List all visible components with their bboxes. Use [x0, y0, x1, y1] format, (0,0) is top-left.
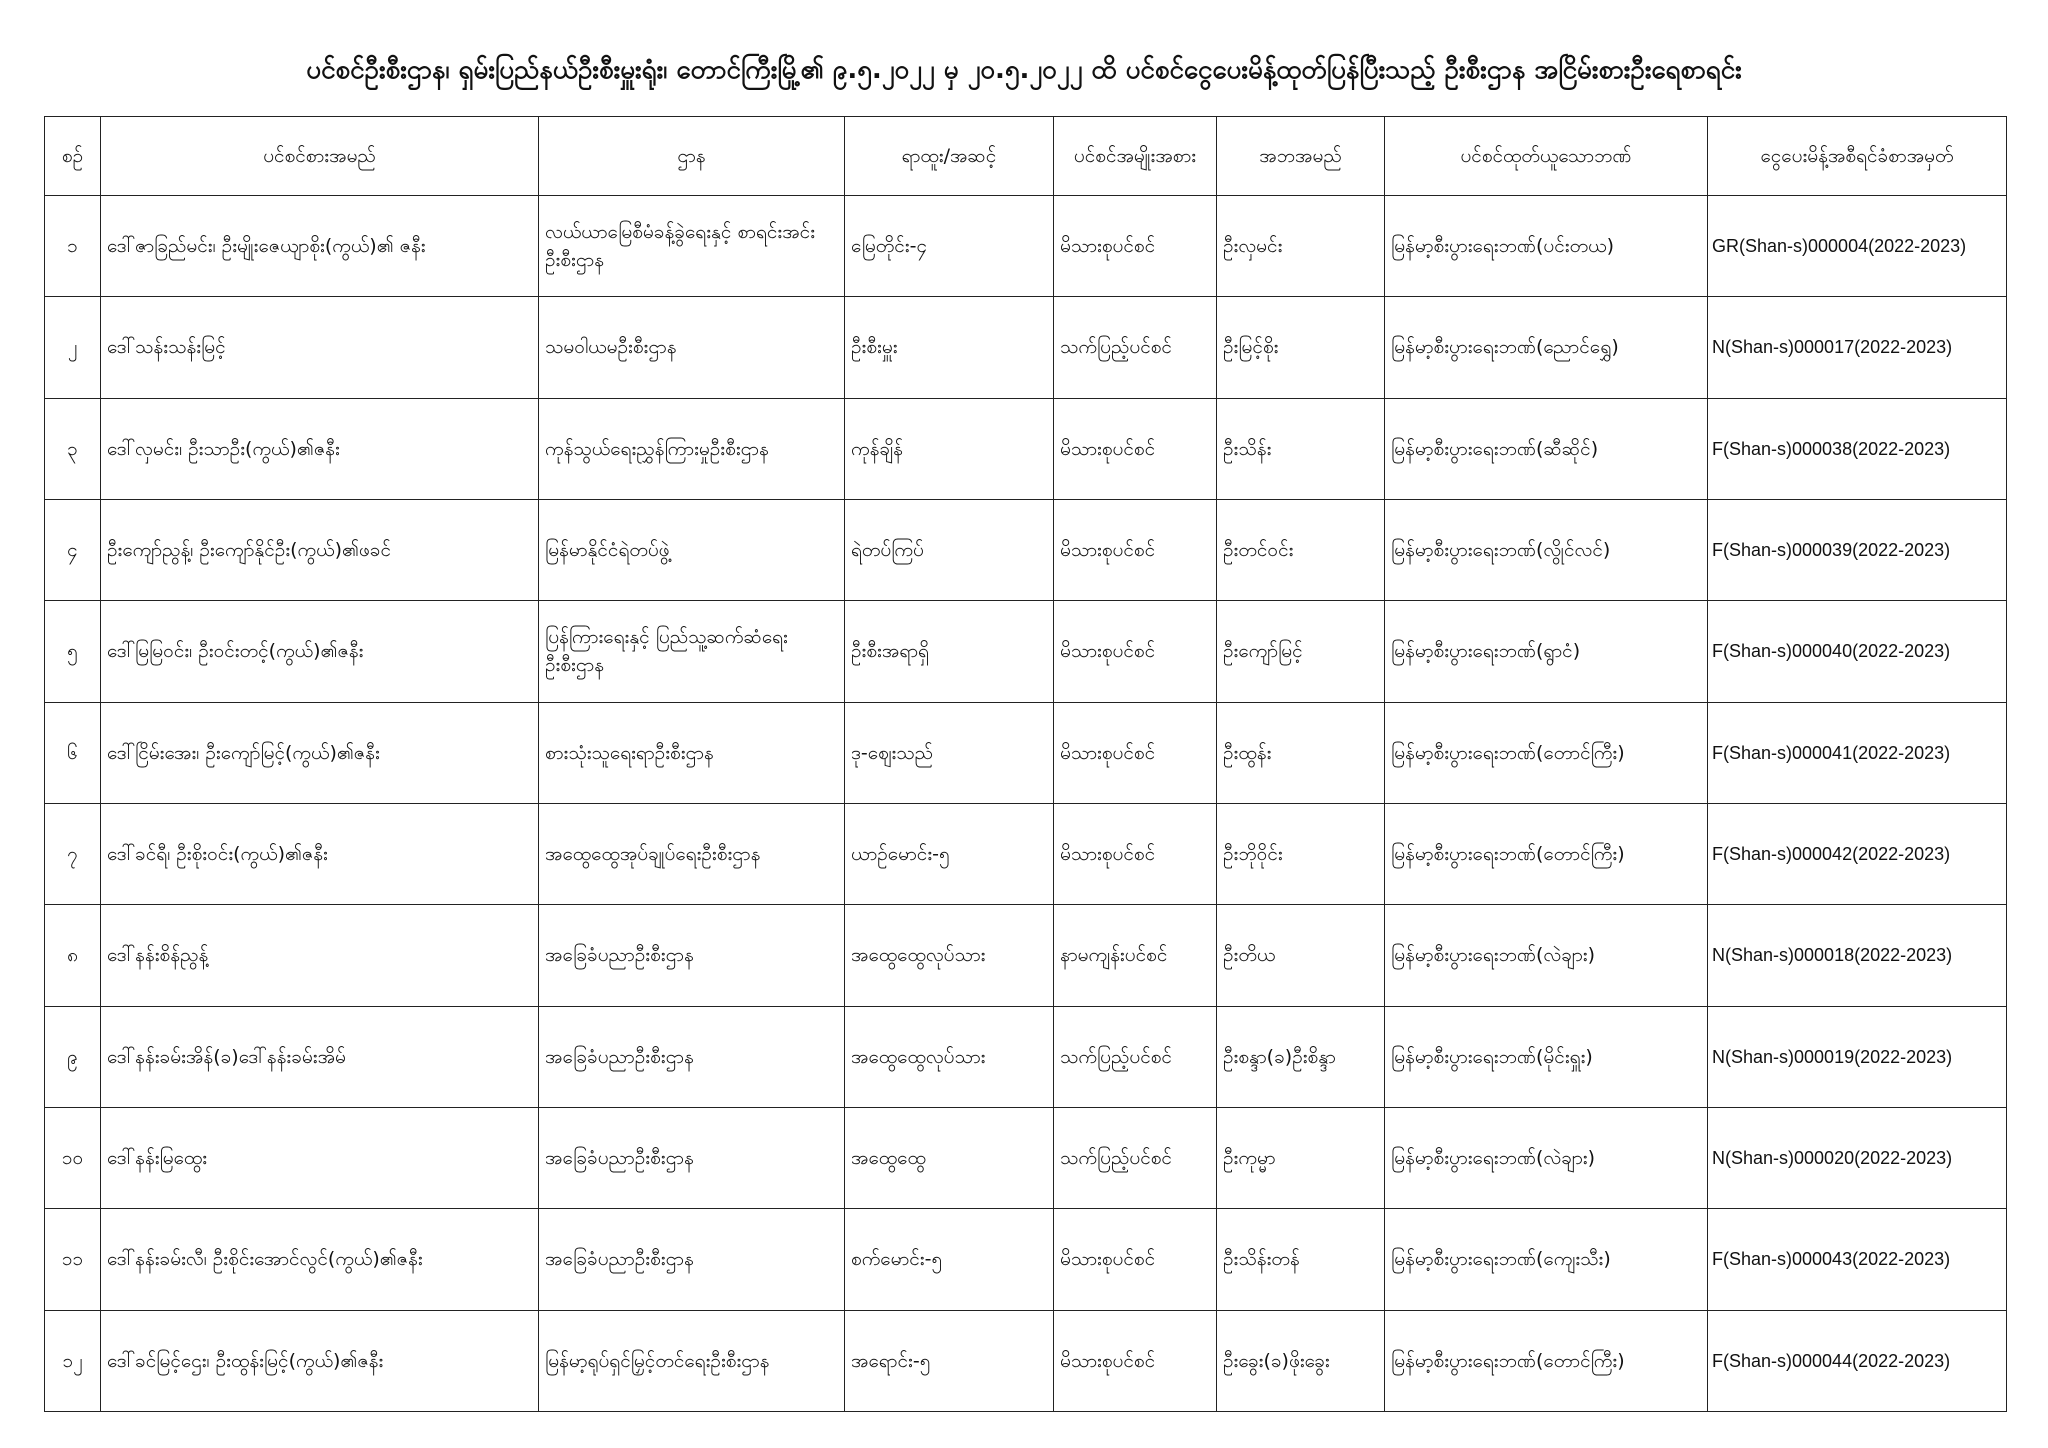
position-cell: စက်မောင်း-၅ — [845, 1209, 1054, 1310]
table-row — [45, 297, 2007, 398]
serial-cell: ၁၀ — [45, 1107, 101, 1208]
position-cell: အထွေထွေ — [845, 1107, 1054, 1208]
pension-type-cell: သက်ပြည့်ပင်စင် — [1054, 297, 1217, 398]
pensioner-name-cell: ဦးကျော်ညွန့်၊ ဦးကျော်နိုင်ဦး(ကွယ်)၏ဖခင် — [101, 499, 539, 600]
serial-cell: ၁ — [45, 196, 101, 297]
pensioner-name-cell: ဒေါ်ခင်မြင့်ဌေး၊ ဦးထွန်းမြင့်(ကွယ်)၏ဇနီး — [101, 1310, 539, 1411]
pensioner-name-cell: ဒေါ်ခင်ရီ၊ ဦးစိုးဝင်း(ကွယ်)၏ဇနီး — [101, 803, 539, 904]
bank-cell: မြန်မာ့စီးပွားရေးဘဏ်(လဲချား) — [1385, 905, 1708, 1006]
page-title: ပင်စင်ဦးစီးဌာန၊ ရှမ်းပြည်နယ်ဦးစီးမှူးရုံး၊ တောင်ကြီးမြို့၏ ၉.၅.၂၀၂၂ မှ ၂၀.၅.၂၀၂၂ ထိ ပင်စင်ငွေပေးမိန့်ထုတ်ပြန်ပြီးသည့် ဦးစီးဌာန အငြိမ်းစားဦးရေစာရင်း — [306, 55, 1742, 85]
bank-cell: မြန်မာ့စီးပွားရေးဘဏ်(ညောင်ရွှေ) — [1385, 297, 1708, 398]
position-cell: အရောင်း-၅ — [845, 1310, 1054, 1411]
department-cell: သမဝါယမဦးစီးဌာန — [539, 297, 845, 398]
position-cell: ဒု-ဈေးသည် — [845, 702, 1054, 803]
position-cell: ယာဉ်မောင်း-၅ — [845, 803, 1054, 904]
pension-type-cell: သက်ပြည့်ပင်စင် — [1054, 1006, 1217, 1107]
order-number-cell: F(Shan-s)000044(2022-2023) — [1708, 1310, 2007, 1411]
column-header-position: ရာထူး/အဆင့် — [845, 117, 1054, 196]
position-cell: ဦးစီးမှူး — [845, 297, 1054, 398]
serial-cell: ၆ — [45, 702, 101, 803]
department-cell: လယ်ယာမြေစီမံခန့်ခွဲရေးနှင့် စာရင်းအင်းဦးစီးဌာန — [539, 196, 845, 297]
order-number-cell: N(Shan-s)000018(2022-2023) — [1708, 905, 2007, 1006]
bank-cell: မြန်မာ့စီးပွားရေးဘဏ်(ပင်းတယ) — [1385, 196, 1708, 297]
pension-type-cell: မိသားစုပင်စင် — [1054, 1209, 1217, 1310]
pension-type-cell: မိသားစုပင်စင် — [1054, 398, 1217, 499]
position-cell: ကုန်ချိန် — [845, 398, 1054, 499]
pension-type-cell: မိသားစုပင်စင် — [1054, 702, 1217, 803]
department-cell: အထွေထွေအုပ်ချုပ်ရေးဦးစီးဌာန — [539, 803, 845, 904]
father-name-cell: ဦးသိန်း — [1217, 398, 1385, 499]
table-row — [45, 702, 2007, 803]
department-cell: ကုန်သွယ်ရေးညွှန်ကြားမှုဦးစီးဌာန — [539, 398, 845, 499]
column-header-father-name: အဘအမည် — [1217, 117, 1385, 196]
column-header-department: ဌာန — [539, 117, 845, 196]
column-header-pension-type: ပင်စင်အမျိုးအစား — [1054, 117, 1217, 196]
father-name-cell: ဦးဘိုဝိုင်း — [1217, 803, 1385, 904]
table-header-row — [45, 117, 2007, 196]
column-header-pensioner-name: ပင်စင်စားအမည် — [101, 117, 539, 196]
pension-type-cell: မိသားစုပင်စင် — [1054, 1310, 1217, 1411]
serial-cell: ၁၂ — [45, 1310, 101, 1411]
pensioner-name-cell: ဒေါ်ဇာခြည်မင်း၊ ဦးမျိုးဇေယျာစိုး(ကွယ်)၏ ဇနီး — [101, 196, 539, 297]
pensioner-name-cell: ဒေါ်မြမြဝင်း၊ ဦးဝင်းတင့်(ကွယ်)၏ဇနီး — [101, 601, 539, 702]
bank-cell: မြန်မာ့စီးပွားရေးဘဏ်(လဲချား) — [1385, 1107, 1708, 1208]
pensioner-name-cell: ဒေါ်သန်းသန်းမြင့် — [101, 297, 539, 398]
father-name-cell: ဦးထွန်း — [1217, 702, 1385, 803]
order-number-cell: F(Shan-s)000040(2022-2023) — [1708, 601, 2007, 702]
serial-cell: ၈ — [45, 905, 101, 1006]
pension-type-cell: မိသားစုပင်စင် — [1054, 196, 1217, 297]
pensioner-table — [44, 116, 2007, 1412]
department-cell: အခြေခံပညာဦးစီးဌာန — [539, 1209, 845, 1310]
table-row — [45, 905, 2007, 1006]
department-cell: မြန်မာနိုင်ငံရဲတပ်ဖွဲ့ — [539, 499, 845, 600]
pensioner-name-cell: ဒေါ်နန်းခမ်းလီ၊ ဦးစိုင်းအောင်လွင်(ကွယ်)၏ဇနီး — [101, 1209, 539, 1310]
father-name-cell: ဦးစန္ဒာ(ခ)ဦးစိန္ဒာ — [1217, 1006, 1385, 1107]
column-header-order-number: ငွေပေးမိန့်အစီရင်ခံစာအမှတ် — [1708, 117, 2007, 196]
father-name-cell: ဦးကုမ္မာ — [1217, 1107, 1385, 1208]
father-name-cell: ဦးမြင့်စိုး — [1217, 297, 1385, 398]
pensioner-name-cell: ဒေါ်နန်းခမ်းအိန်(ခ)ဒေါ်နန်းခမ်းအိမ် — [101, 1006, 539, 1107]
serial-cell: ၉ — [45, 1006, 101, 1107]
table-row — [45, 1310, 2007, 1411]
father-name-cell: ဦးလှမင်း — [1217, 196, 1385, 297]
serial-cell: ၄ — [45, 499, 101, 600]
column-header-serial: စဉ် — [45, 117, 101, 196]
bank-cell: မြန်မာ့စီးပွားရေးဘဏ်(တောင်ကြီး) — [1385, 1310, 1708, 1411]
father-name-cell: ဦးခွေး(ခ)ဖိုးခွေး — [1217, 1310, 1385, 1411]
pension-type-cell: သက်ပြည့်ပင်စင် — [1054, 1107, 1217, 1208]
pensioner-name-cell: ဒေါ်နန်းစိန်ညွန့် — [101, 905, 539, 1006]
table-row — [45, 1107, 2007, 1208]
department-cell: မြန်မာ့ရုပ်ရှင်မြှင့်တင်ရေးဦးစီးဌာန — [539, 1310, 845, 1411]
department-cell: အခြေခံပညာဦးစီးဌာန — [539, 1006, 845, 1107]
table-row — [45, 803, 2007, 904]
bank-cell: မြန်မာ့စီးပွားရေးဘဏ်(တောင်ကြီး) — [1385, 803, 1708, 904]
bank-cell: မြန်မာ့စီးပွားရေးဘဏ်(ဆီဆိုင်) — [1385, 398, 1708, 499]
table-row — [45, 398, 2007, 499]
bank-cell: မြန်မာ့စီးပွားရေးဘဏ်(မိုင်းရှူး) — [1385, 1006, 1708, 1107]
order-number-cell: F(Shan-s)000042(2022-2023) — [1708, 803, 2007, 904]
table-body — [45, 196, 2007, 1412]
bank-cell: မြန်မာ့စီးပွားရေးဘဏ်(ရွာငံ) — [1385, 601, 1708, 702]
pensioner-name-cell: ဒေါ်နန်းမြထွေး — [101, 1107, 539, 1208]
pension-type-cell: နာမကျန်းပင်စင် — [1054, 905, 1217, 1006]
table-row — [45, 1209, 2007, 1310]
bank-cell: မြန်မာ့စီးပွားရေးဘဏ်(လွိုင်လင်) — [1385, 499, 1708, 600]
department-cell: စားသုံးသူရေးရာဦးစီးဌာန — [539, 702, 845, 803]
department-cell: အခြေခံပညာဦးစီးဌာန — [539, 1107, 845, 1208]
table-row — [45, 1006, 2007, 1107]
father-name-cell: ဦးတင်ဝင်း — [1217, 499, 1385, 600]
position-cell: ဦးစီးအရာရှိ — [845, 601, 1054, 702]
bank-cell: မြန်မာ့စီးပွားရေးဘဏ်(ကျေးသီး) — [1385, 1209, 1708, 1310]
order-number-cell: F(Shan-s)000039(2022-2023) — [1708, 499, 2007, 600]
pensioner-name-cell: ဒေါ်ငြိမ်းအေး၊ ဦးကျော်မြင့်(ကွယ်)၏ဇနီး — [101, 702, 539, 803]
department-cell: ပြန်ကြားရေးနှင့် ပြည်သူ့ဆက်ဆံရေးဦးစီးဌာန — [539, 601, 845, 702]
order-number-cell: F(Shan-s)000043(2022-2023) — [1708, 1209, 2007, 1310]
serial-cell: ၂ — [45, 297, 101, 398]
table-row — [45, 601, 2007, 702]
order-number-cell: F(Shan-s)000038(2022-2023) — [1708, 398, 2007, 499]
order-number-cell: F(Shan-s)000041(2022-2023) — [1708, 702, 2007, 803]
serial-cell: ၇ — [45, 803, 101, 904]
order-number-cell: N(Shan-s)000017(2022-2023) — [1708, 297, 2007, 398]
pension-type-cell: မိသားစုပင်စင် — [1054, 803, 1217, 904]
father-name-cell: ဦးသိန်းတန် — [1217, 1209, 1385, 1310]
position-cell: မြေတိုင်း-၄ — [845, 196, 1054, 297]
bank-cell: မြန်မာ့စီးပွားရေးဘဏ်(တောင်ကြီး) — [1385, 702, 1708, 803]
serial-cell: ၁၁ — [45, 1209, 101, 1310]
column-header-bank: ပင်စင်ထုတ်ယူသောဘဏ် — [1385, 117, 1708, 196]
position-cell: ရဲတပ်ကြပ် — [845, 499, 1054, 600]
serial-cell: ၅ — [45, 601, 101, 702]
pension-type-cell: မိသားစုပင်စင် — [1054, 499, 1217, 600]
department-cell: အခြေခံပညာဦးစီးဌာန — [539, 905, 845, 1006]
position-cell: အထွေထွေလုပ်သား — [845, 1006, 1054, 1107]
table-row — [45, 196, 2007, 297]
father-name-cell: ဦးတိယ — [1217, 905, 1385, 1006]
order-number-cell: GR(Shan-s)000004(2022-2023) — [1708, 196, 2007, 297]
order-number-cell: N(Shan-s)000020(2022-2023) — [1708, 1107, 2007, 1208]
table-row — [45, 499, 2007, 600]
father-name-cell: ဦးကျော်မြင့် — [1217, 601, 1385, 702]
pension-type-cell: မိသားစုပင်စင် — [1054, 601, 1217, 702]
serial-cell: ၃ — [45, 398, 101, 499]
order-number-cell: N(Shan-s)000019(2022-2023) — [1708, 1006, 2007, 1107]
position-cell: အထွေထွေလုပ်သား — [845, 905, 1054, 1006]
pensioner-name-cell: ဒေါ်လှမင်း၊ ဦးသာဦး(ကွယ်)၏ဇနီး — [101, 398, 539, 499]
